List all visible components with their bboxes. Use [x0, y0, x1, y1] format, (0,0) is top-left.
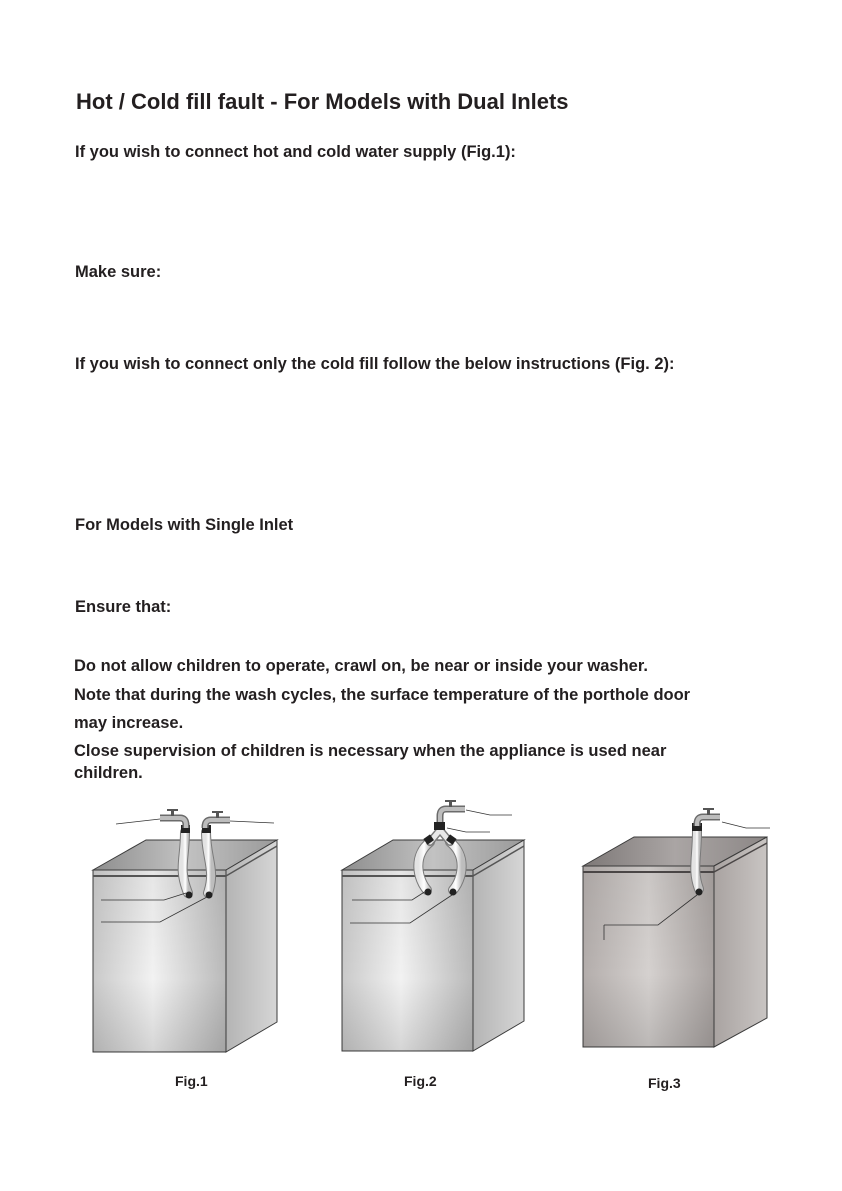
ensure-that-heading: Ensure that: — [75, 598, 172, 616]
warning-line-5: children. — [74, 764, 143, 782]
single-inlet-heading: For Models with Single Inlet — [75, 516, 294, 534]
page-title: Hot / Cold fill fault - For Models with Dual Inlets — [76, 89, 569, 114]
warning-line-1: Do not allow children to operate, crawl on, be near or inside your washer. — [74, 657, 648, 675]
fig2-tap — [440, 800, 465, 822]
fig3-tap — [697, 808, 720, 826]
warning-line-3: may increase. — [74, 714, 184, 732]
fig2-caption: Fig.2 — [404, 1073, 437, 1089]
fig2-washer — [342, 840, 524, 1051]
warning-line-2: Note that during the wash cycles, the surface temperature of the porthole door — [74, 686, 691, 704]
fig3-caption: Fig.3 — [648, 1075, 681, 1091]
cold-only-heading: If you wish to connect only the cold fill follow the below instructions (Fig. 2): — [75, 355, 675, 373]
fig3-washer — [583, 837, 767, 1047]
make-sure-heading: Make sure: — [75, 263, 162, 281]
dual-connect-heading: If you wish to connect hot and cold water supply (Fig.1): — [75, 143, 516, 161]
fig1-taps — [160, 809, 230, 828]
warning-line-4: Close supervision of children is necessary when the appliance is used near — [74, 742, 667, 760]
fig1-caption: Fig.1 — [175, 1073, 208, 1089]
